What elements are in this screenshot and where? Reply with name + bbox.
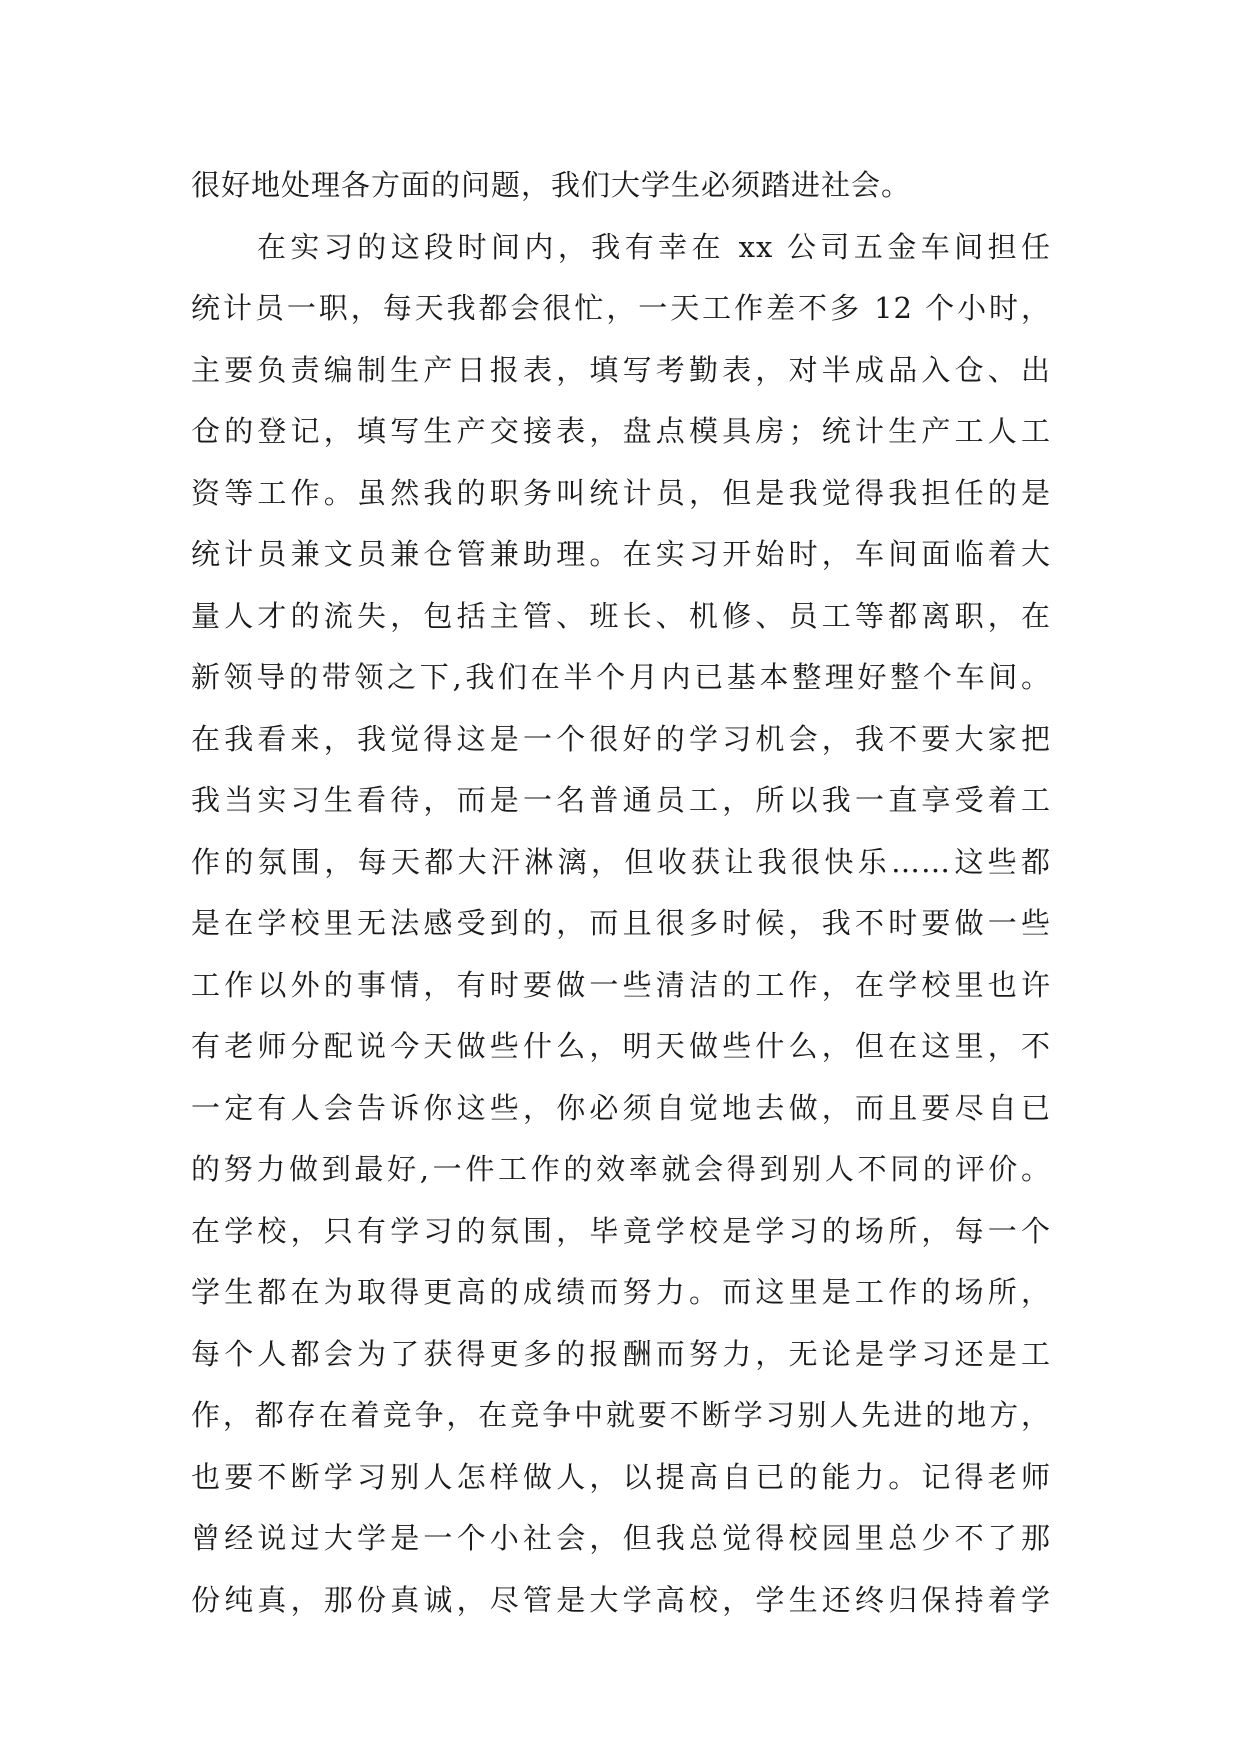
text-line: 资等工作。虽然我的职务叫统计员，但是我觉得我担任的是: [191, 475, 1051, 510]
text-line: 统计员一职，每天我都会很忙，一天工作差不多 12 个小时，: [191, 291, 1051, 325]
text-line: 新领导的带领之下,我们在半个月内已基本整理好整个车间。: [191, 660, 1051, 694]
text-line: 份纯真，那份真诚，尽管是大学高校，学生还终归保持着学: [191, 1582, 1051, 1617]
text-line: 也要不断学习别人怎样做人，以提高自已的能力。记得老师: [191, 1459, 1051, 1494]
text-line: 一定有人会告诉你这些，你必须自觉地去做，而且要尽自已: [191, 1090, 1051, 1125]
text-line: 学生都在为取得更高的成绩而努力。而这里是工作的场所，: [191, 1275, 1051, 1309]
text-line: 仓的登记，填写生产交接表，盘点模具房；统计生产工人工: [191, 414, 1051, 448]
text-line: 在我看来，我觉得这是一个很好的学习机会，我不要大家把: [191, 721, 1051, 756]
text-line: 主要负责编制生产日报表，填写考勤表，对半成品入仓、出: [191, 352, 1051, 387]
text-line: 作，都存在着竞争，在竞争中就要不断学习别人先进的地方，: [191, 1398, 1051, 1432]
text-line: 有老师分配说今天做些什么，明天做些什么，但在这里，不: [191, 1029, 1051, 1063]
body-text: [191, 155, 1051, 1631]
text-line: 在学校，只有学习的氛围，毕竟学校是学习的场所，每一个: [191, 1213, 1051, 1248]
text-line: 的努力做到最好,一件工作的效率就会得到别人不同的评价。: [191, 1152, 1051, 1186]
text-line: 曾经说过大学是一个小社会，但我总觉得校园里总少不了那: [191, 1521, 1051, 1555]
text-line: 量人才的流失，包括主管、班长、机修、员工等都离职，在: [191, 598, 1051, 633]
text-line: 统计员兼文员兼仓管兼助理。在实习开始时，车间面临着大: [191, 537, 1051, 571]
text-line: 很好地处理各方面的问题，我们大学生必须踏进社会。: [191, 168, 912, 202]
text-line: 在实习的这段时间内，我有幸在 xx 公司五金车间担任: [257, 229, 1051, 264]
text-line: 工作以外的事情，有时要做一些清洁的工作，在学校里也许: [191, 967, 1051, 1002]
text-line: 作的氛围，每天都大汗淋漓，但收获让我很快乐……这些都: [191, 844, 1051, 879]
text-line: 我当实习生看待，而是一名普通员工，所以我一直享受着工: [191, 783, 1051, 817]
text-line: 每个人都会为了获得更多的报酬而努力，无论是学习还是工: [191, 1336, 1051, 1371]
text-line: 是在学校里无法感受到的，而且很多时候，我不时要做一些: [191, 906, 1051, 940]
